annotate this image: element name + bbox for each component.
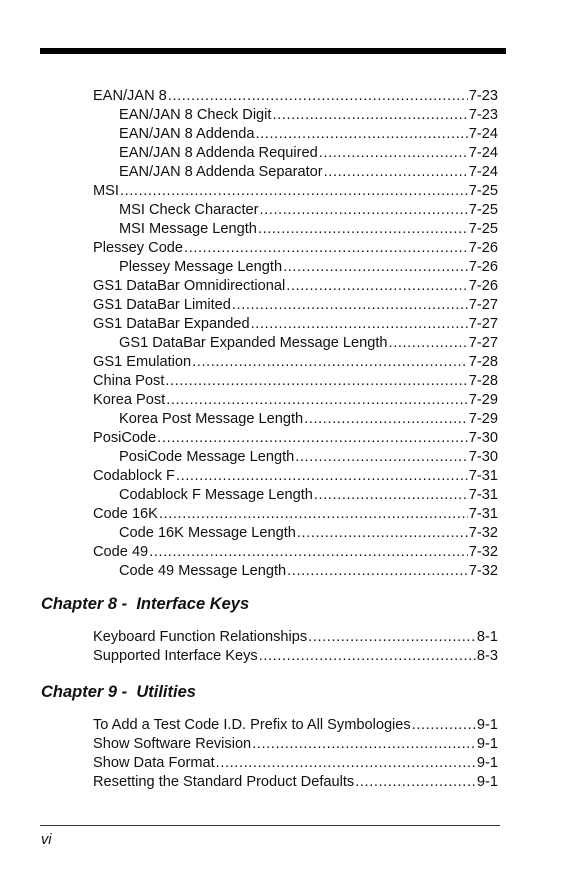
dot-leader	[184, 239, 468, 258]
toc-entry[interactable]	[93, 239, 498, 258]
toc-entry-title: Code 49 Message Length	[119, 563, 287, 579]
toc-entry[interactable]	[93, 716, 498, 735]
toc-entry[interactable]	[93, 277, 498, 296]
toc-entry[interactable]	[93, 353, 498, 372]
toc-entry[interactable]	[93, 773, 498, 792]
dot-leader	[168, 87, 468, 106]
toc-entry-title: GS1 DataBar Expanded Message Length	[119, 335, 388, 351]
toc-entry-page: 7-30	[468, 430, 498, 446]
toc-entry-title: MSI	[93, 183, 119, 199]
dot-leader	[389, 334, 468, 353]
toc-entry[interactable]	[93, 125, 498, 144]
toc-entry-title: MSI Check Character	[119, 202, 259, 218]
toc-entry-title: Korea Post Message Length	[119, 411, 304, 427]
toc-entry-title: EAN/JAN 8 Addenda Separator	[119, 164, 323, 180]
dot-leader	[166, 391, 468, 410]
toc-entry-page: 7-26	[468, 259, 498, 275]
toc-entry-page: 7-25	[468, 202, 498, 218]
toc-entry-page: 9-1	[476, 736, 498, 752]
dot-leader	[314, 486, 468, 505]
dot-leader	[192, 353, 468, 372]
toc-entry-page: 7-24	[468, 145, 498, 161]
dot-leader	[258, 220, 468, 239]
toc-entry-title: To Add a Test Code I.D. Prefix to All Symbologies	[93, 717, 411, 733]
toc-entry-title: Codablock F Message Length	[119, 487, 313, 503]
toc-entry-title: PosiCode	[93, 430, 157, 446]
toc-entry[interactable]	[93, 429, 498, 448]
dot-leader	[251, 315, 468, 334]
toc-entry-page: 7-25	[468, 183, 498, 199]
toc-entry[interactable]	[93, 163, 498, 182]
dot-leader	[157, 429, 468, 448]
dot-leader	[260, 201, 468, 220]
dot-leader	[159, 505, 468, 524]
toc-entry-page: 7-28	[468, 373, 498, 389]
toc-entry-page: 9-1	[476, 755, 498, 771]
dot-leader	[297, 524, 468, 543]
toc-entry-title: Korea Post	[93, 392, 166, 408]
toc-entry-title: GS1 Emulation	[93, 354, 192, 370]
toc-entry-page: 7-24	[468, 126, 498, 142]
toc-entry-page: 8-1	[476, 629, 498, 645]
toc-entry[interactable]	[93, 87, 498, 106]
toc-entry-page: 8-3	[476, 648, 498, 664]
toc-entry-title: Code 16K Message Length	[119, 525, 296, 541]
dot-leader	[165, 372, 467, 391]
toc-entry-title: Plessey Code	[93, 240, 184, 256]
toc-entry-title: Show Data Format	[93, 755, 215, 771]
toc-entry-title: Supported Interface Keys	[93, 648, 258, 664]
toc-entry-page: 7-32	[468, 544, 498, 560]
toc-entry[interactable]	[93, 372, 498, 391]
footer-rule	[40, 825, 500, 826]
toc-entry-title: GS1 DataBar Limited	[93, 297, 231, 313]
dot-leader	[283, 258, 468, 277]
dot-leader	[259, 647, 476, 666]
toc-entry-page: 7-32	[468, 525, 498, 541]
dot-leader	[324, 163, 468, 182]
toc-entry[interactable]	[93, 334, 498, 353]
toc-entry-page: 7-24	[468, 164, 498, 180]
dot-leader	[355, 773, 476, 792]
dot-leader	[412, 716, 476, 735]
toc-entry[interactable]	[93, 467, 498, 486]
toc-entry[interactable]	[93, 505, 498, 524]
toc-continued-list	[93, 87, 498, 581]
toc-entry-title: EAN/JAN 8 Addenda	[119, 126, 255, 142]
toc-entry[interactable]	[93, 524, 498, 543]
dot-leader	[149, 543, 468, 562]
toc-entry[interactable]	[93, 543, 498, 562]
chapter-8-toc-list	[93, 628, 498, 666]
toc-entry[interactable]	[93, 647, 498, 666]
dot-leader	[287, 562, 468, 581]
dot-leader	[232, 296, 468, 315]
toc-entry[interactable]	[93, 410, 498, 429]
dot-leader	[308, 628, 476, 647]
toc-entry-page: 7-29	[468, 411, 498, 427]
toc-entry-page: 7-31	[468, 487, 498, 503]
chapter-9-heading: Chapter 9 - Utilities	[41, 683, 196, 701]
toc-entry[interactable]	[93, 106, 498, 125]
toc-entry-page: 7-23	[468, 88, 498, 104]
toc-entry-title: Show Software Revision	[93, 736, 252, 752]
toc-entry[interactable]	[93, 391, 498, 410]
toc-entry[interactable]	[93, 486, 498, 505]
toc-entry[interactable]	[93, 735, 498, 754]
toc-entry[interactable]	[93, 628, 498, 647]
toc-entry-title: PosiCode Message Length	[119, 449, 295, 465]
dot-leader	[272, 106, 467, 125]
toc-entry-page: 7-30	[468, 449, 498, 465]
toc-entry-title: EAN/JAN 8	[93, 88, 167, 104]
toc-entry-title: Codablock F	[93, 468, 175, 484]
toc-entry-page: 7-26	[468, 240, 498, 256]
toc-entry-page: 7-27	[468, 297, 498, 313]
toc-entry-page: 7-31	[468, 506, 498, 522]
toc-entry-page: 7-27	[468, 316, 498, 332]
toc-entry-title: MSI Message Length	[119, 221, 257, 237]
dot-leader	[304, 410, 468, 429]
toc-entry-title: Plessey Message Length	[119, 259, 283, 275]
top-rule	[40, 48, 506, 54]
toc-entry-page: 7-25	[468, 221, 498, 237]
toc-entry-title: Resetting the Standard Product Defaults	[93, 774, 355, 790]
dot-leader	[216, 754, 476, 773]
toc-entry[interactable]	[93, 296, 498, 315]
toc-entry-title: GS1 DataBar Omnidirectional	[93, 278, 286, 294]
toc-entry-title: Keyboard Function Relationships	[93, 629, 308, 645]
toc-entry-page: 7-27	[468, 335, 498, 351]
toc-entry[interactable]	[93, 182, 498, 201]
dot-leader	[255, 125, 467, 144]
toc-entry-page: 9-1	[476, 774, 498, 790]
toc-entry-page: 7-32	[468, 563, 498, 579]
page-number: vi	[41, 832, 52, 848]
toc-entry[interactable]	[93, 201, 498, 220]
toc-entry[interactable]	[93, 144, 498, 163]
toc-entry-title: China Post	[93, 373, 165, 389]
dot-leader	[176, 467, 468, 486]
toc-entry-title: Code 49	[93, 544, 149, 560]
toc-entry[interactable]	[93, 220, 498, 239]
toc-entry-title: EAN/JAN 8 Addenda Required	[119, 145, 318, 161]
toc-entry-page: 7-26	[468, 278, 498, 294]
dot-leader	[120, 182, 468, 201]
toc-entry[interactable]	[93, 448, 498, 467]
toc-entry-page: 7-28	[468, 354, 498, 370]
toc-entry[interactable]	[93, 315, 498, 334]
toc-entry[interactable]	[93, 258, 498, 277]
dot-leader	[319, 144, 468, 163]
dot-leader	[252, 735, 476, 754]
dot-leader	[286, 277, 468, 296]
toc-entry[interactable]	[93, 754, 498, 773]
chapter-8-heading: Chapter 8 - Interface Keys	[41, 595, 250, 613]
toc-entry-title: EAN/JAN 8 Check Digit	[119, 107, 272, 123]
toc-entry-page: 7-23	[468, 107, 498, 123]
toc-entry-title: GS1 DataBar Expanded	[93, 316, 250, 332]
dot-leader	[295, 448, 468, 467]
toc-entry[interactable]	[93, 562, 498, 581]
toc-entry-page: 7-31	[468, 468, 498, 484]
toc-entry-page: 9-1	[476, 717, 498, 733]
chapter-9-toc-list	[93, 716, 498, 792]
toc-entry-title: Code 16K	[93, 506, 158, 522]
toc-entry-page: 7-29	[468, 392, 498, 408]
